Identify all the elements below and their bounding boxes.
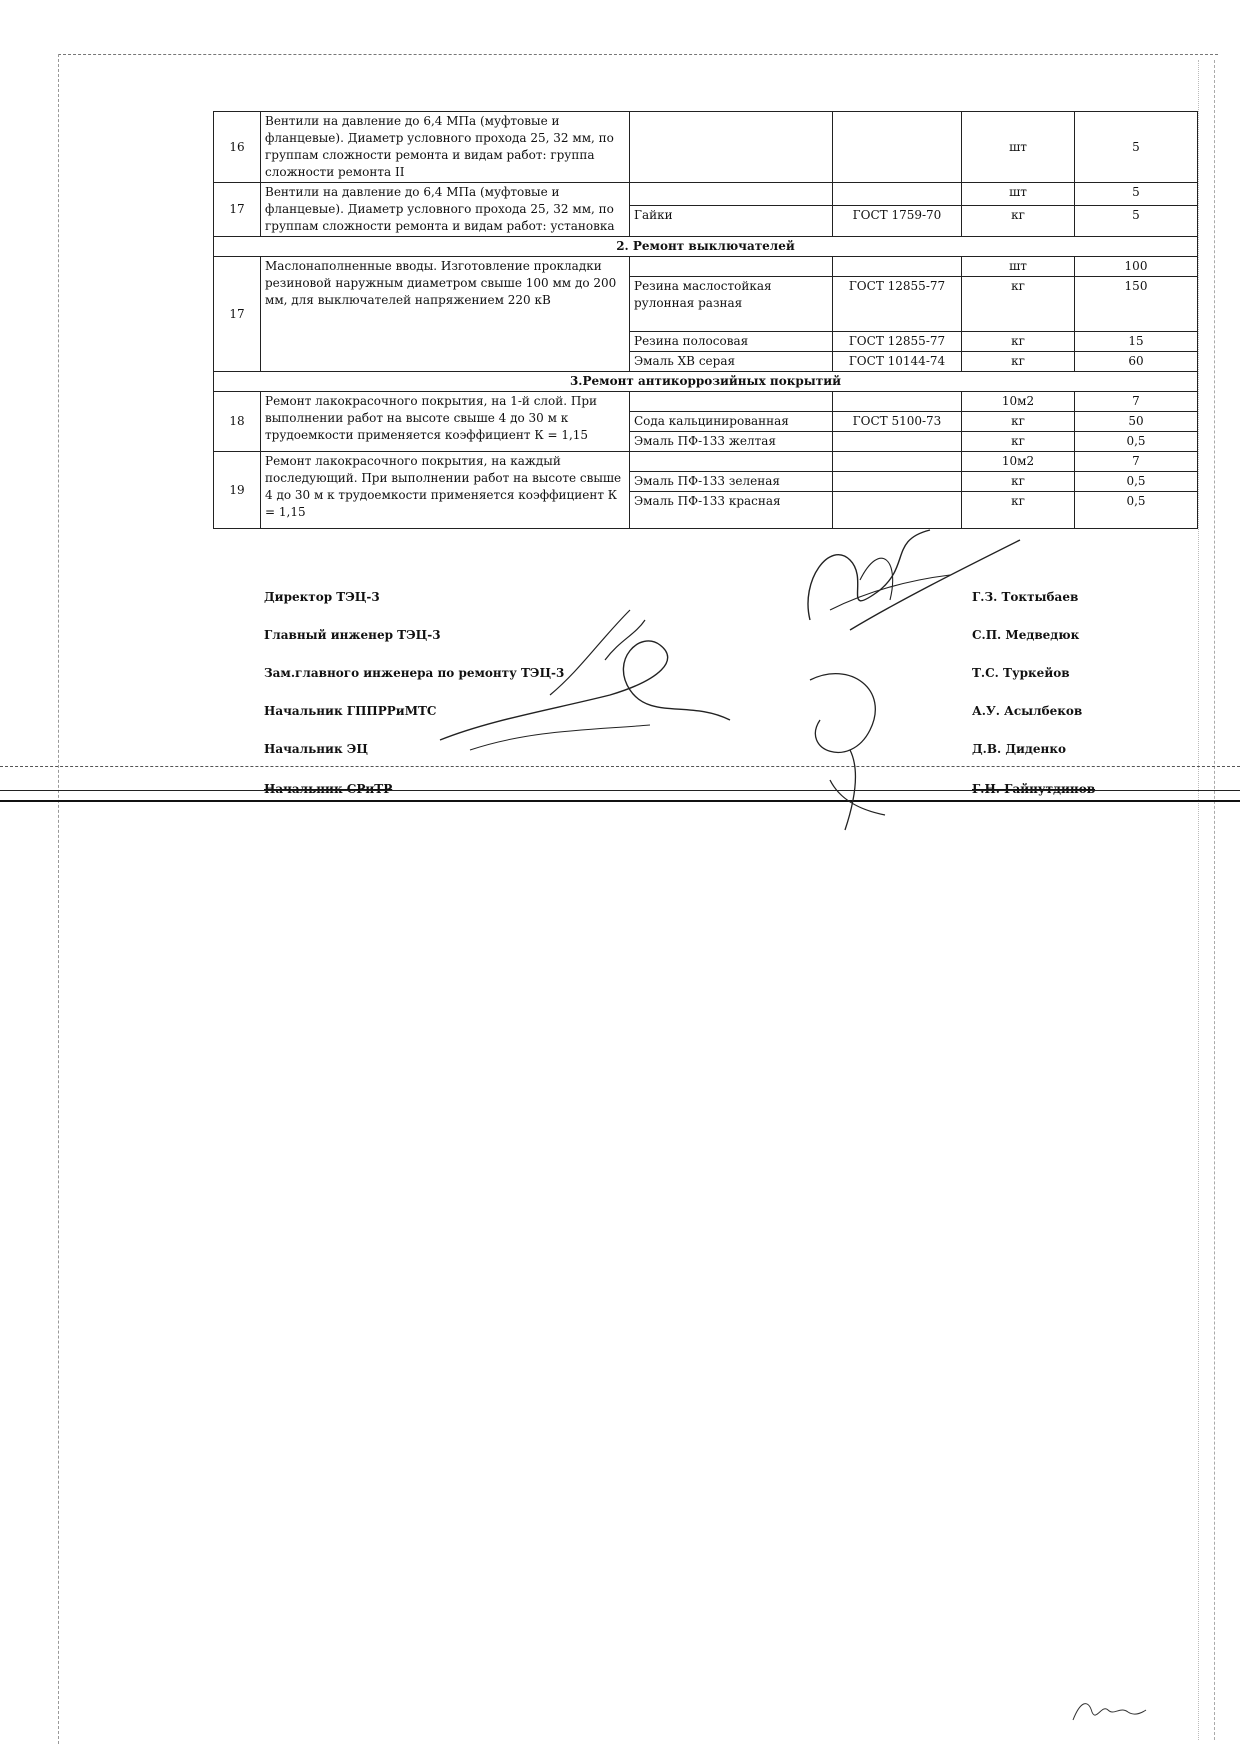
handwritten-signature <box>790 660 900 840</box>
signer-role: Директор ТЭЦ-3 <box>264 590 380 604</box>
table-row <box>214 183 1198 206</box>
gost-cell <box>833 392 962 412</box>
section-header <box>214 372 1198 392</box>
material-cell: Сода кальцинированная <box>630 412 833 432</box>
qty-cell: 7 <box>1075 452 1198 472</box>
material-cell: Эмаль ПФ-133 зеленая <box>630 472 833 492</box>
work-description: Вентили на давление до 6,4 МПа (муфтовые и фланцевые). Диаметр условного прохода 25, 32 мм, по группам сложности ремонта и видам работ: установка <box>261 183 630 237</box>
gost-cell <box>833 472 962 492</box>
qty-cell: 0,5 <box>1075 492 1198 529</box>
signer-role: Главный инженер ТЭЦ-3 <box>264 628 441 642</box>
qty-cell: 0,5 <box>1075 472 1198 492</box>
signer-name: Д.В. Диденко <box>972 742 1067 756</box>
material-cell: Эмаль ХВ серая <box>630 352 833 372</box>
qty-cell: 0,5 <box>1075 432 1198 452</box>
work-description: Маслонаполненные вводы. Изготовление прокладки резиновой наружным диаметром свыше 100 мм до 200 мм, для выключателей напряжением 220 кВ <box>261 257 630 372</box>
signer-role: Начальник ГППРРиМТС <box>264 704 437 718</box>
signer-role: Зам.главного инженера по ремонту ТЭЦ-3 <box>264 666 565 680</box>
qty-cell: 60 <box>1075 352 1198 372</box>
table-row <box>214 257 1198 277</box>
work-description: Вентили на давление до 6,4 МПа (муфтовые и фланцевые). Диаметр условного прохода 25, 32 мм, по группам сложности ремонта и видам работ: группа сложности ремонта II <box>261 112 630 183</box>
table-row <box>214 452 1198 472</box>
gost-cell: ГОСТ 1759-70 <box>833 206 962 237</box>
unit-cell: кг <box>962 472 1075 492</box>
material-cell <box>630 183 833 206</box>
section-header <box>214 237 1198 257</box>
signer-name: А.У. Асылбеков <box>972 704 1083 718</box>
unit-cell: кг <box>962 432 1075 452</box>
unit-cell: кг <box>962 352 1075 372</box>
unit-cell: кг <box>962 277 1075 332</box>
row-number: 19 <box>214 452 261 529</box>
gost-cell <box>833 452 962 472</box>
page-frame-top <box>58 54 1218 55</box>
material-cell: Гайки <box>630 206 833 237</box>
gost-cell: ГОСТ 12855-77 <box>833 277 962 332</box>
row-number: 17 <box>214 257 261 372</box>
material-cell <box>630 452 833 472</box>
section-title: 3.Ремонт антикоррозийных покрытий <box>214 372 1198 392</box>
gost-cell: ГОСТ 5100-73 <box>833 412 962 432</box>
unit-cell: шт <box>962 257 1075 277</box>
unit-cell: 10м2 <box>962 452 1075 472</box>
gost-cell <box>833 112 962 183</box>
handwritten-initials <box>1068 1692 1148 1726</box>
material-cell <box>630 257 833 277</box>
unit-cell: 10м2 <box>962 392 1075 412</box>
table-row <box>214 112 1198 183</box>
unit-cell: кг <box>962 206 1075 237</box>
qty-cell: 50 <box>1075 412 1198 432</box>
unit-cell: кг <box>962 412 1075 432</box>
qty-cell: 150 <box>1075 277 1198 332</box>
work-description: Ремонт лакокрасочного покрытия, на каждый последующий. При выполнении работ на высоте свыше 4 до 30 м к трудоемкости применяется коэффициент К = 1,15 <box>261 452 630 529</box>
signer-name: Г.З. Токтыбаев <box>972 590 1079 604</box>
gost-cell <box>833 432 962 452</box>
qty-cell: 7 <box>1075 392 1198 412</box>
page-frame-right <box>1214 60 1215 1740</box>
material-cell: Резина полосовая <box>630 332 833 352</box>
work-description: Ремонт лакокрасочного покрытия, на 1-й слой. При выполнении работ на высоте свыше 4 до 30 м к трудоемкости применяется коэффициент К = 1,15 <box>261 392 630 452</box>
material-cell: Эмаль ПФ-133 желтая <box>630 432 833 452</box>
unit-cell: шт <box>962 183 1075 206</box>
materials-table <box>213 111 1198 529</box>
gost-cell: ГОСТ 10144-74 <box>833 352 962 372</box>
table-row <box>214 392 1198 412</box>
gost-cell <box>833 183 962 206</box>
handwritten-signature <box>790 520 1030 650</box>
qty-cell: 100 <box>1075 257 1198 277</box>
unit-cell: кг <box>962 492 1075 529</box>
material-cell <box>630 392 833 412</box>
qty-cell: 5 <box>1075 206 1198 237</box>
unit-cell: кг <box>962 332 1075 352</box>
scan-line <box>0 766 1240 767</box>
row-number: 18 <box>214 392 261 452</box>
handwritten-signature <box>430 600 740 760</box>
page-frame-left <box>58 54 59 1744</box>
signer-name: Т.С. Туркейов <box>972 666 1070 680</box>
scan-line <box>0 800 1240 802</box>
signer-role: Начальник СРиТР <box>264 782 393 796</box>
section-title: 2. Ремонт выключателей <box>214 237 1198 257</box>
signer-role: Начальник ЭЦ <box>264 742 368 756</box>
material-cell: Резина маслостойкая рулонная разная <box>630 277 833 332</box>
material-cell <box>630 112 833 183</box>
qty-cell: 15 <box>1075 332 1198 352</box>
gost-cell <box>833 257 962 277</box>
scan-line <box>0 790 1240 791</box>
material-cell: Эмаль ПФ-133 красная <box>630 492 833 529</box>
qty-cell: 5 <box>1075 183 1198 206</box>
signer-name: Г.Н. Гайнутдинов <box>972 782 1096 796</box>
unit-cell: шт <box>962 112 1075 183</box>
gost-cell: ГОСТ 12855-77 <box>833 332 962 352</box>
signer-name: С.П. Медведюк <box>972 628 1080 642</box>
row-number: 16 <box>214 112 261 183</box>
qty-cell: 5 <box>1075 112 1198 183</box>
page-frame-right-inner <box>1198 60 1199 1740</box>
row-number: 17 <box>214 183 261 237</box>
